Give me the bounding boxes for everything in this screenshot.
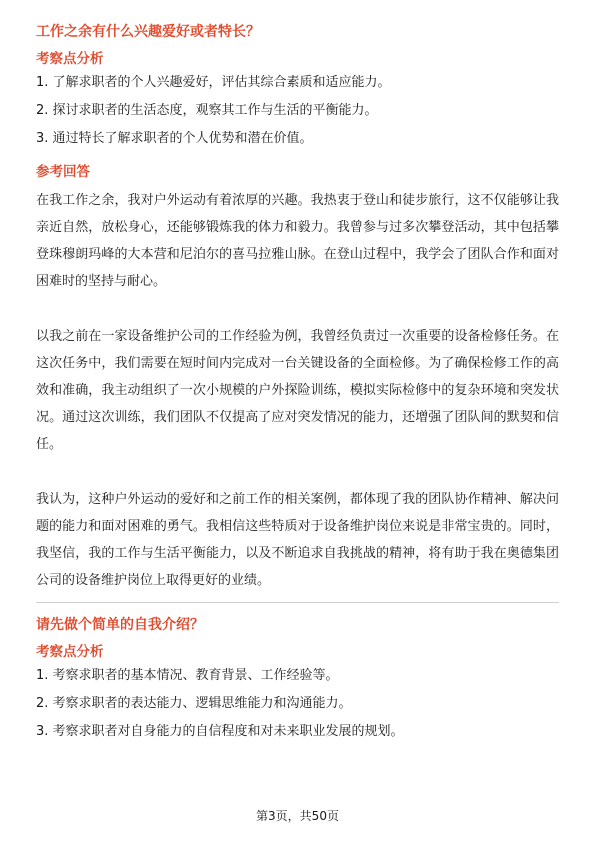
question-2 <box>36 615 559 741</box>
analysis-point: 2. 考察求职者的表达能力、逻辑思维能力和沟通能力。 <box>36 696 352 711</box>
question-title: 工作之余有什么兴趣爱好或者特长？ <box>36 24 260 40</box>
analysis-point: 2. 探讨求职者的生活态度，观察其工作与生活的平衡能力。 <box>36 103 378 118</box>
page-number: 第3页，共50页 <box>256 809 339 823</box>
answer-paragraph: 以我之前在一家设备维护公司的工作经验为例，我曾经负责过一次重要的设备检修任务。在这次任务中，我们需要在短时间内完成对一台关键设备的全面检修。为了确保检修工作的高效和准确，我主动组织了一次小规模的户外探险训练，模拟实际检修中的复杂环境和突发状况。通过这次训练，我们团队不仅提高了应对突发情况的能力，还增强了团队间的默契和信任。 <box>36 329 559 452</box>
analysis-point: 1. 了解求职者的个人兴趣爱好，评估其综合素质和适应能力。 <box>36 75 391 90</box>
answer-paragraph: 在我工作之余，我对户外运动有着浓厚的兴趣。我热衷于登山和徒步旅行，这不仅能够让我亲近自然，放松身心，还能够锻炼我的体力和毅力。我曾参与过多次攀登活动，其中包括攀登珠穆朗玛峰的大本营和尼泊尔的喜马拉雅山脉。在登山过程中，我学会了团队合作和面对困难时的坚持与耐心。 <box>36 193 559 289</box>
analysis-point: 1. 考察求职者的基本情况、教育背景、工作经验等。 <box>36 668 339 683</box>
analysis-heading: 考察点分析 <box>36 51 104 67</box>
question-title: 请先做个简单的自我介绍？ <box>36 617 204 633</box>
question-1 <box>36 22 559 594</box>
section-divider <box>36 602 559 603</box>
analysis-point: 3. 通过特长了解求职者的个人优势和潜在价值。 <box>36 131 313 146</box>
analysis-point: 3. 考察求职者对自身能力的自信程度和对未来职业发展的规划。 <box>36 724 404 739</box>
analysis-heading: 考察点分析 <box>36 644 104 660</box>
answer-heading: 参考回答 <box>36 164 90 180</box>
answer-paragraph: 我认为，这种户外运动的爱好和之前工作的相关案例，都体现了我的团队协作精神、解决问题的能力和面对困难的勇气。我相信这些特质对于设备维护岗位来说是非常宝贵的。同时，我坚信，我的工作与生活平衡能力，以及不断追求自我挑战的精神，将有助于我在奥德集团公司的设备维护岗位上取得更好的业绩。 <box>36 492 559 588</box>
document-page <box>36 22 559 751</box>
